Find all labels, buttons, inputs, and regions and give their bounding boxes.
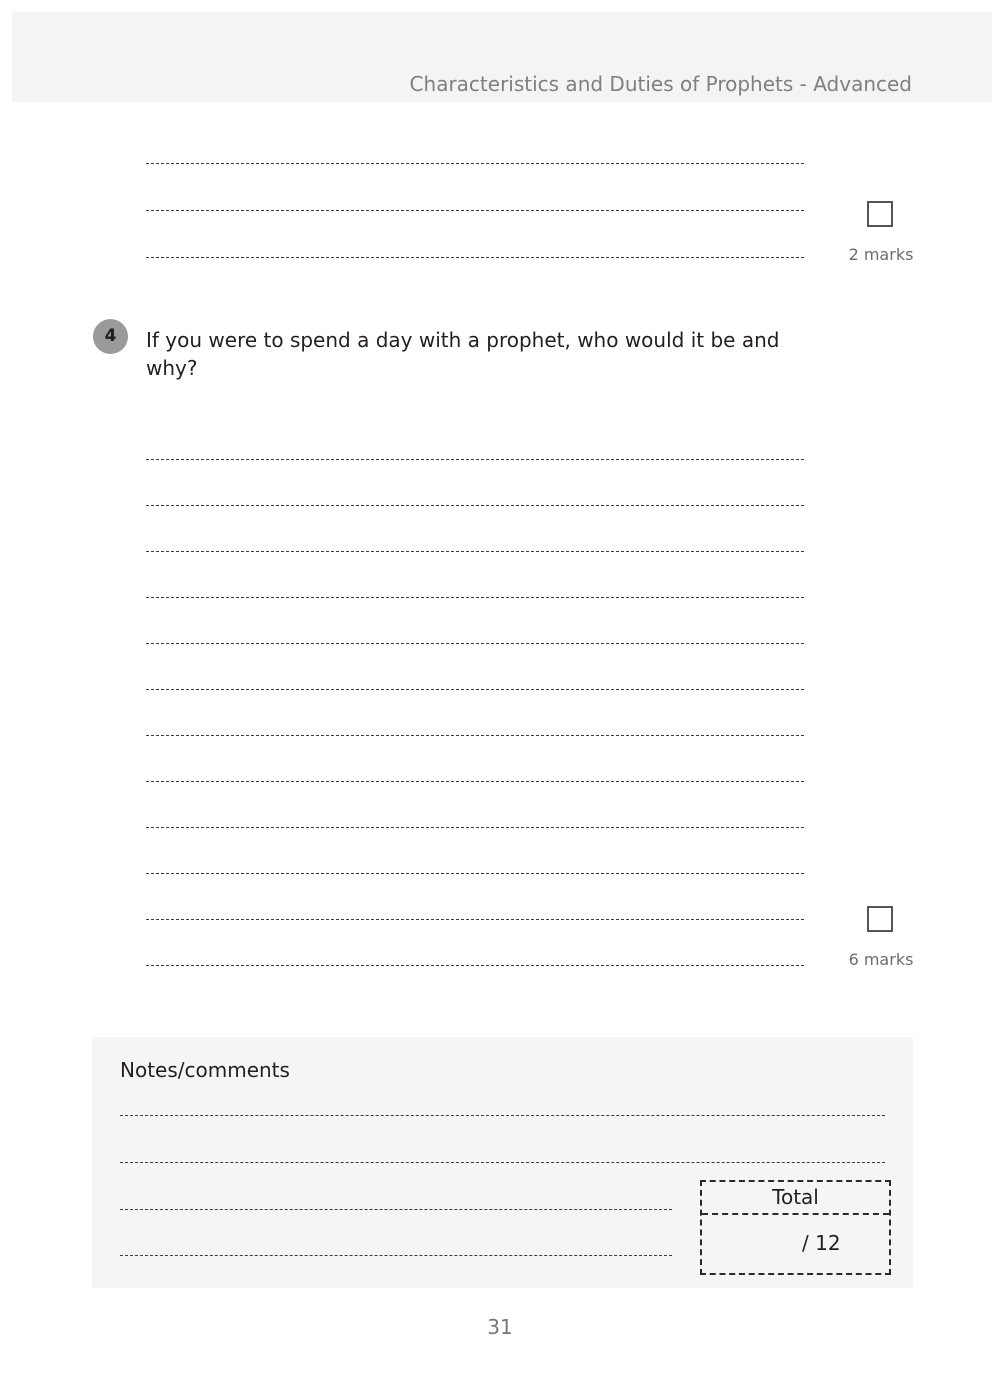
notes-line[interactable] (120, 1255, 672, 1256)
answer-line[interactable] (146, 919, 804, 920)
answer-line[interactable] (146, 257, 804, 258)
marks-checkbox[interactable] (867, 906, 893, 932)
total-score[interactable]: / 12 (802, 1231, 841, 1255)
marks-label: 6 marks (848, 950, 914, 969)
answer-line[interactable] (146, 597, 804, 598)
answer-line[interactable] (146, 689, 804, 690)
answer-line[interactable] (146, 163, 804, 164)
question-number-badge: 4 (93, 319, 128, 354)
total-score-box (700, 1180, 891, 1275)
answer-line[interactable] (146, 827, 804, 828)
answer-line[interactable] (146, 781, 804, 782)
page-header-title: Characteristics and Duties of Prophets - Advanced (409, 72, 912, 96)
total-divider (702, 1213, 889, 1215)
answer-line[interactable] (146, 643, 804, 644)
notes-line[interactable] (120, 1162, 885, 1163)
total-label: Total (772, 1185, 819, 1209)
answer-line[interactable] (146, 505, 804, 506)
page-number: 31 (487, 1315, 513, 1339)
notes-line[interactable] (120, 1209, 672, 1210)
answer-line[interactable] (146, 459, 804, 460)
marks-label: 2 marks (848, 245, 914, 264)
question-text: If you were to spend a day with a prophet, who would it be and why? (146, 328, 780, 380)
answer-line[interactable] (146, 735, 804, 736)
answer-line[interactable] (146, 965, 804, 966)
answer-line[interactable] (146, 210, 804, 211)
notes-line[interactable] (120, 1115, 885, 1116)
answer-line[interactable] (146, 873, 804, 874)
answer-line[interactable] (146, 551, 804, 552)
marks-checkbox[interactable] (867, 201, 893, 227)
notes-title: Notes/comments (120, 1058, 290, 1082)
